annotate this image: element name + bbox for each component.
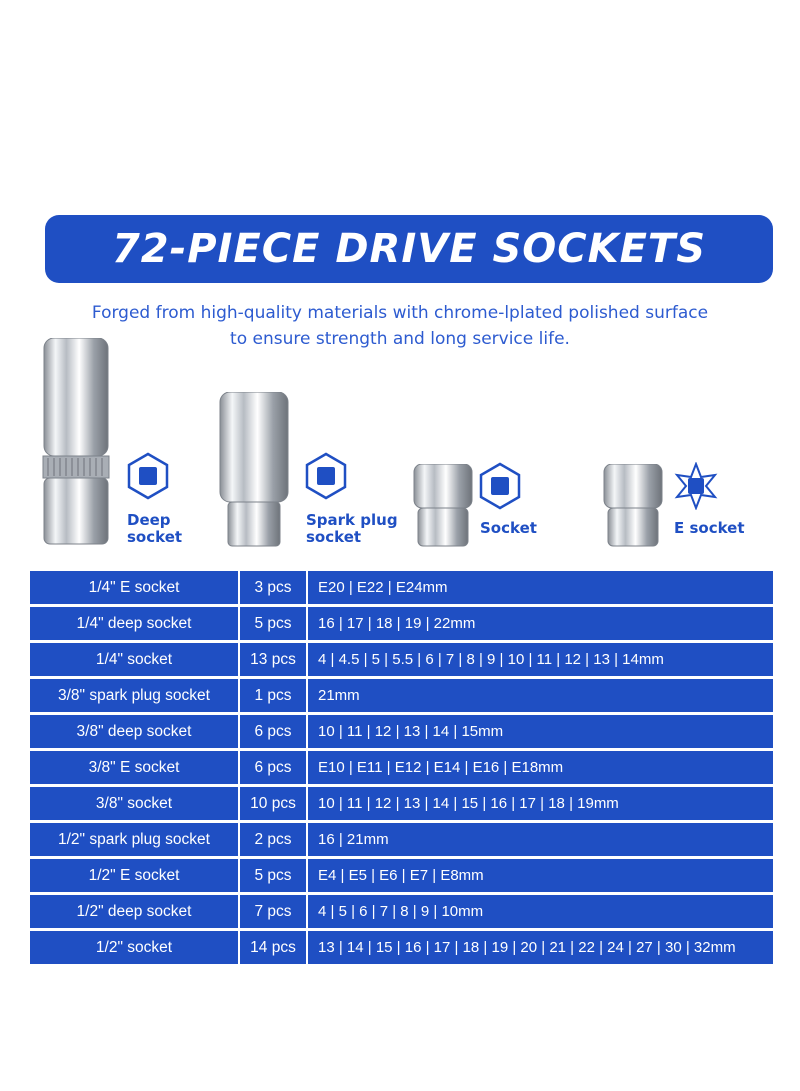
quantity-cell: 13 pcs (240, 643, 308, 676)
table-row (30, 787, 773, 820)
quantity-cell: 14 pcs (240, 931, 308, 964)
socket-name-cell: 3/8" E socket (30, 751, 240, 784)
e-socket-label: E socket (674, 519, 745, 537)
table-row (30, 895, 773, 928)
page-title: 72-PIECE DRIVE SOCKETS (111, 226, 707, 272)
sizes-cell: 4 | 5 | 6 | 7 | 8 | 9 | 10mm (308, 895, 773, 928)
sizes-cell: 13 | 14 | 15 | 16 | 17 | 18 | 19 | 20 | 21 | 22 | 24 | 27 | 30 | 32mm (308, 931, 773, 964)
table-row (30, 751, 773, 784)
quantity-cell: 6 pcs (240, 751, 308, 784)
table-row (30, 823, 773, 856)
socket-name-cell: 1/2" socket (30, 931, 240, 964)
spark-plug-socket-image (218, 392, 290, 550)
sizes-cell: E4 | E5 | E6 | E7 | E8mm (308, 859, 773, 892)
subtitle-line-2: to ensure strength and long service life. (230, 329, 570, 349)
sizes-cell: 16 | 17 | 18 | 19 | 22mm (308, 607, 773, 640)
table-row (30, 715, 773, 748)
socket-name-cell: 3/8" socket (30, 787, 240, 820)
sizes-cell: 16 | 21mm (308, 823, 773, 856)
deep-socket-image (40, 338, 112, 550)
title-banner (45, 215, 773, 283)
sizes-cell: 4 | 4.5 | 5 | 5.5 | 6 | 7 | 8 | 9 | 10 | 11 | 12 | 13 | 14mm (308, 643, 773, 676)
hex-profile-icon (302, 452, 350, 500)
sizes-cell: 10 | 11 | 12 | 13 | 14 | 15 | 16 | 17 | 18 | 19mm (308, 787, 773, 820)
socket-spec-table (30, 568, 773, 967)
table-row (30, 931, 773, 964)
socket-name-cell: 1/2" spark plug socket (30, 823, 240, 856)
quantity-cell: 5 pcs (240, 607, 308, 640)
quantity-cell: 7 pcs (240, 895, 308, 928)
socket-name-cell: 3/8" spark plug socket (30, 679, 240, 712)
table-row (30, 859, 773, 892)
socket-name-cell: 3/8" deep socket (30, 715, 240, 748)
torx-profile-icon (672, 462, 720, 510)
quantity-cell: 6 pcs (240, 715, 308, 748)
socket-label: Socket (480, 519, 537, 537)
hex-profile-icon (476, 462, 524, 510)
socket-name-cell: 1/2" deep socket (30, 895, 240, 928)
table-row (30, 643, 773, 676)
sizes-cell: 21mm (308, 679, 773, 712)
socket-image (412, 464, 474, 548)
e-socket-image (602, 464, 664, 548)
deep-socket-label: Deep socket (127, 511, 183, 546)
spark-plug-socket-label: Spark plug socket (306, 511, 398, 546)
subtitle-line-1: Forged from high-quality materials with chrome-lplated polished surface (91, 303, 709, 323)
socket-name-cell: 1/4" deep socket (30, 607, 240, 640)
sizes-cell: 10 | 11 | 12 | 13 | 14 | 15mm (308, 715, 773, 748)
table-row (30, 679, 773, 712)
socket-name-cell: 1/4" socket (30, 643, 240, 676)
sizes-cell: E10 | E11 | E12 | E14 | E16 | E18mm (308, 751, 773, 784)
quantity-cell: 5 pcs (240, 859, 308, 892)
hex-profile-icon (124, 452, 172, 500)
table-row (30, 571, 773, 604)
quantity-cell: 1 pcs (240, 679, 308, 712)
socket-name-cell: 1/2" E socket (30, 859, 240, 892)
quantity-cell: 3 pcs (240, 571, 308, 604)
sizes-cell: E20 | E22 | E24mm (308, 571, 773, 604)
quantity-cell: 10 pcs (240, 787, 308, 820)
table-row (30, 607, 773, 640)
socket-name-cell: 1/4" E socket (30, 571, 240, 604)
socket-showcase (0, 330, 800, 560)
quantity-cell: 2 pcs (240, 823, 308, 856)
